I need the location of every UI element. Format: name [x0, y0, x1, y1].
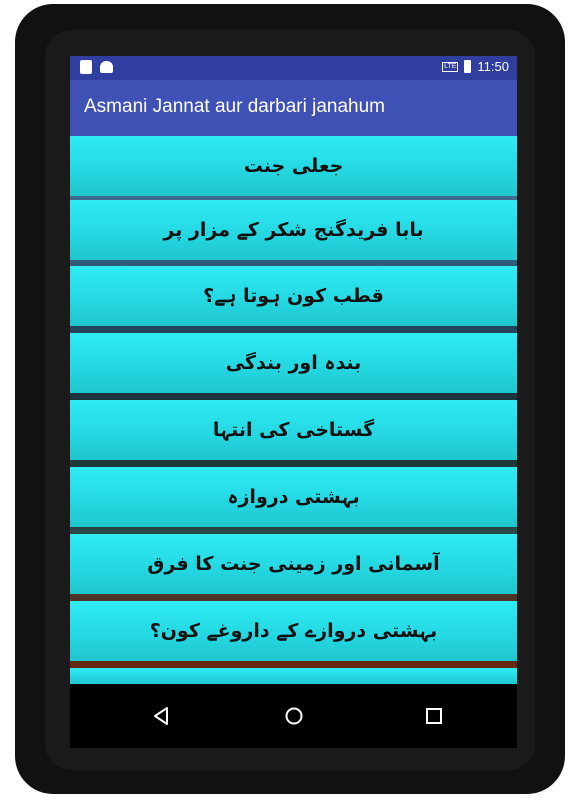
phone-screen [70, 56, 517, 748]
list-item[interactable] [70, 400, 517, 460]
back-icon[interactable] [150, 704, 174, 728]
navigation-bar [70, 684, 517, 748]
list-item-label: گستاخی کی انتہا [212, 419, 375, 441]
status-time: 11:50 [477, 59, 509, 74]
list-item[interactable] [70, 534, 517, 594]
list-item[interactable] [70, 333, 517, 393]
sd-card-icon [80, 60, 92, 74]
list-item-label: بندہ اور بندگی [225, 352, 362, 374]
list-item-partial[interactable] [70, 668, 517, 684]
list-item-label: جعلی جنت [243, 155, 344, 177]
signal-lte-icon: LTE [444, 62, 457, 70]
list-item[interactable] [70, 200, 517, 260]
home-icon[interactable] [282, 704, 306, 728]
list-item-label: قطب کون ہوتا ہے؟ [203, 285, 384, 307]
list-item[interactable] [70, 136, 517, 196]
list-item[interactable] [70, 601, 517, 661]
list-item[interactable] [70, 467, 517, 527]
list-item-label: بہشتی دروازے کے داروغے کون؟ [149, 620, 438, 642]
app-title: Asmani Jannat aur darbari janahum [84, 96, 386, 117]
list-item-label: بابا فریدگنج شکر کے مزار پر [163, 219, 424, 241]
android-icon [100, 61, 113, 73]
list-item-label: آسمانی اور زمینی جنت کا فرق [147, 553, 440, 575]
battery-icon [464, 60, 471, 73]
list-item-label: بہشتی دروازہ [227, 486, 360, 508]
chapter-list[interactable] [70, 136, 517, 684]
status-bar [70, 56, 517, 80]
recent-apps-icon[interactable] [422, 704, 446, 728]
list-item[interactable] [70, 266, 517, 326]
app-bar [70, 80, 517, 136]
